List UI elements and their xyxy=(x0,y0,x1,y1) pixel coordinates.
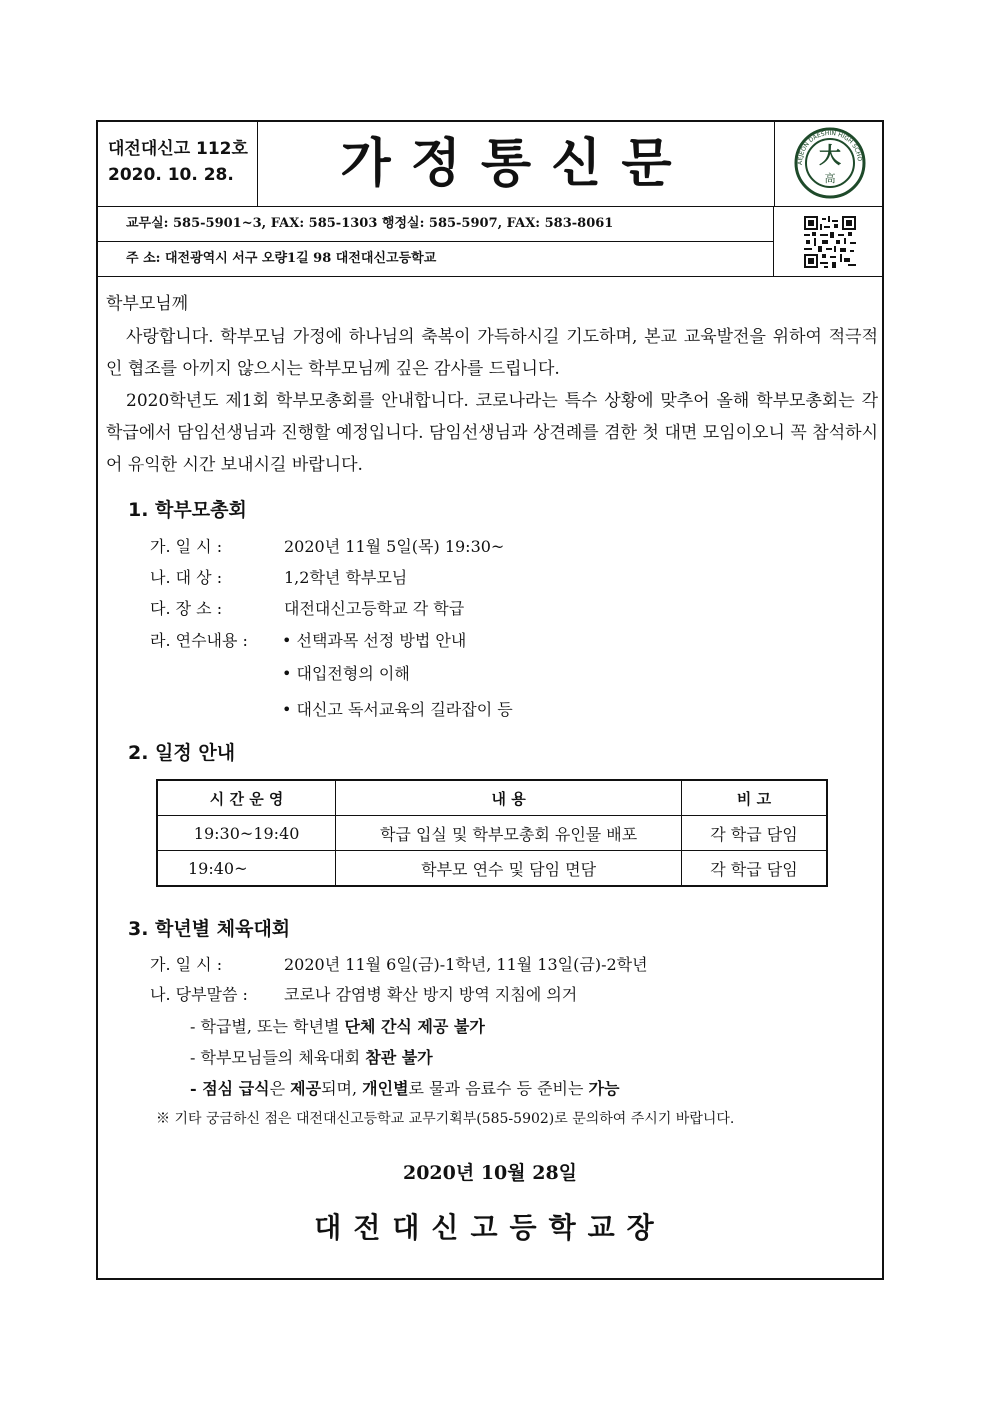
table-row xyxy=(157,851,827,887)
section-3-title: 3. 학년별 체육대회 xyxy=(128,918,291,940)
logo-sub-glyph: 高 xyxy=(824,172,836,185)
paragraph-2: 2020학년도 제1회 학부모총회를 안내합니다. 코로나라는 특수 상황에 맞추어 올해 학부모총회는 각 학급에서 담임선생님과 진행할 예정입니다. 담임선생님과 상견례를 겸한 첫 대면 모임이오니 꼭 참석하시어 유익한 시간 보내시길 바랍니다. xyxy=(106,391,878,475)
s1-when-label: 가. 일 시 : xyxy=(150,537,223,556)
s3-when: 2020년 11월 6일(금)-1학년, 11월 13일(금)-2학년 xyxy=(284,955,648,974)
s3-req: 코로나 감염병 확산 방지 방역 지침에 의거 xyxy=(284,985,578,1004)
header-divider xyxy=(98,276,882,277)
issue-date: 2020. 10. 28. xyxy=(108,165,234,185)
issue-date-footer: 2020년 10월 28일 xyxy=(402,1162,578,1184)
logo-ring-text: AEJEON DAESHIN HIGH SCHO xyxy=(796,129,864,166)
qr-code xyxy=(804,216,856,268)
document-frame xyxy=(96,120,884,1280)
s3-line-3: - 점심 급식은 제공되며, 개인별로 물과 음료수 등 준비는 가능 xyxy=(190,1079,620,1098)
section-2-title: 2. 일정 안내 xyxy=(128,742,236,764)
paragraph-1: 사랑합니다. 학부모님 가정에 하나님의 축복이 가득하시길 기도하며, 본교 교육발전을 위하여 적극적인 협조를 아끼지 않으시는 학부모님께 깊은 감사를 드립니다. xyxy=(106,327,878,379)
footnote: ※ 기타 궁금하신 점은 대전대신고등학교 교무기획부(585-5902)로 문의하여 주시기 바랍니다. xyxy=(156,1111,735,1127)
table-cell: 19:40~ xyxy=(157,851,336,887)
s1-target-label: 나. 대 상 : xyxy=(150,568,223,587)
s1-target: 1,2학년 학부모님 xyxy=(284,568,408,587)
page-title: 가정통신문 xyxy=(258,122,775,206)
signer: 대전대신고등학교장 xyxy=(314,1211,666,1244)
table-cell: 학부모 연수 및 담임 면담 xyxy=(336,851,682,887)
s3-line-1: - 학급별, 또는 학년별 단체 간식 제공 불가 xyxy=(190,1017,485,1036)
s1-bullet: • 대입전형의 이해 xyxy=(282,664,410,683)
issue-info xyxy=(98,122,258,206)
s1-bullet: • 선택과목 선정 방법 안내 xyxy=(282,631,467,650)
s3-line-2: - 학부모님들의 체육대회 참관 불가 xyxy=(190,1048,433,1067)
salutation: 학부모님께 xyxy=(106,294,189,314)
s1-when: 2020년 11월 5일(목) 19:30~ xyxy=(284,537,505,556)
schedule-table xyxy=(156,779,828,887)
s1-place: 대전대신고등학교 각 학급 xyxy=(284,599,465,618)
school-logo xyxy=(774,122,882,206)
column-header: 시 간 운 영 xyxy=(157,780,336,816)
section-1-title: 1. 학부모총회 xyxy=(128,499,247,521)
table-row xyxy=(157,816,827,851)
s3-req-label: 나. 당부말씀 : xyxy=(150,985,248,1004)
column-header: 비 고 xyxy=(681,780,827,816)
s3-when-label: 가. 일 시 : xyxy=(150,955,223,974)
s1-place-label: 다. 장 소 : xyxy=(150,599,223,618)
s1-content-label: 라. 연수내용 : xyxy=(150,631,248,650)
contact-line: 교무실: 585-5901~3, FAX: 585-1303 행정실: 585-5907, FAX: 583-8061 xyxy=(98,206,774,242)
address-line: 주 소: 대전광역시 서구 오량1길 98 대전대신고등학교 xyxy=(98,242,774,276)
table-cell: 19:30~19:40 xyxy=(157,816,336,851)
s1-bullet: • 대신고 독서교육의 길라잡이 등 xyxy=(282,700,513,719)
logo-center-glyph: 大 xyxy=(818,144,842,169)
issue-number: 대전대신고 112호 xyxy=(108,139,248,159)
table-header-row xyxy=(157,780,827,816)
table-cell: 각 학급 담임 xyxy=(681,816,827,851)
table-cell: 학급 입실 및 학부모총회 유인물 배포 xyxy=(336,816,682,851)
header-row xyxy=(98,122,882,207)
column-header: 내 용 xyxy=(336,780,682,816)
table-cell: 각 학급 담임 xyxy=(681,851,827,887)
